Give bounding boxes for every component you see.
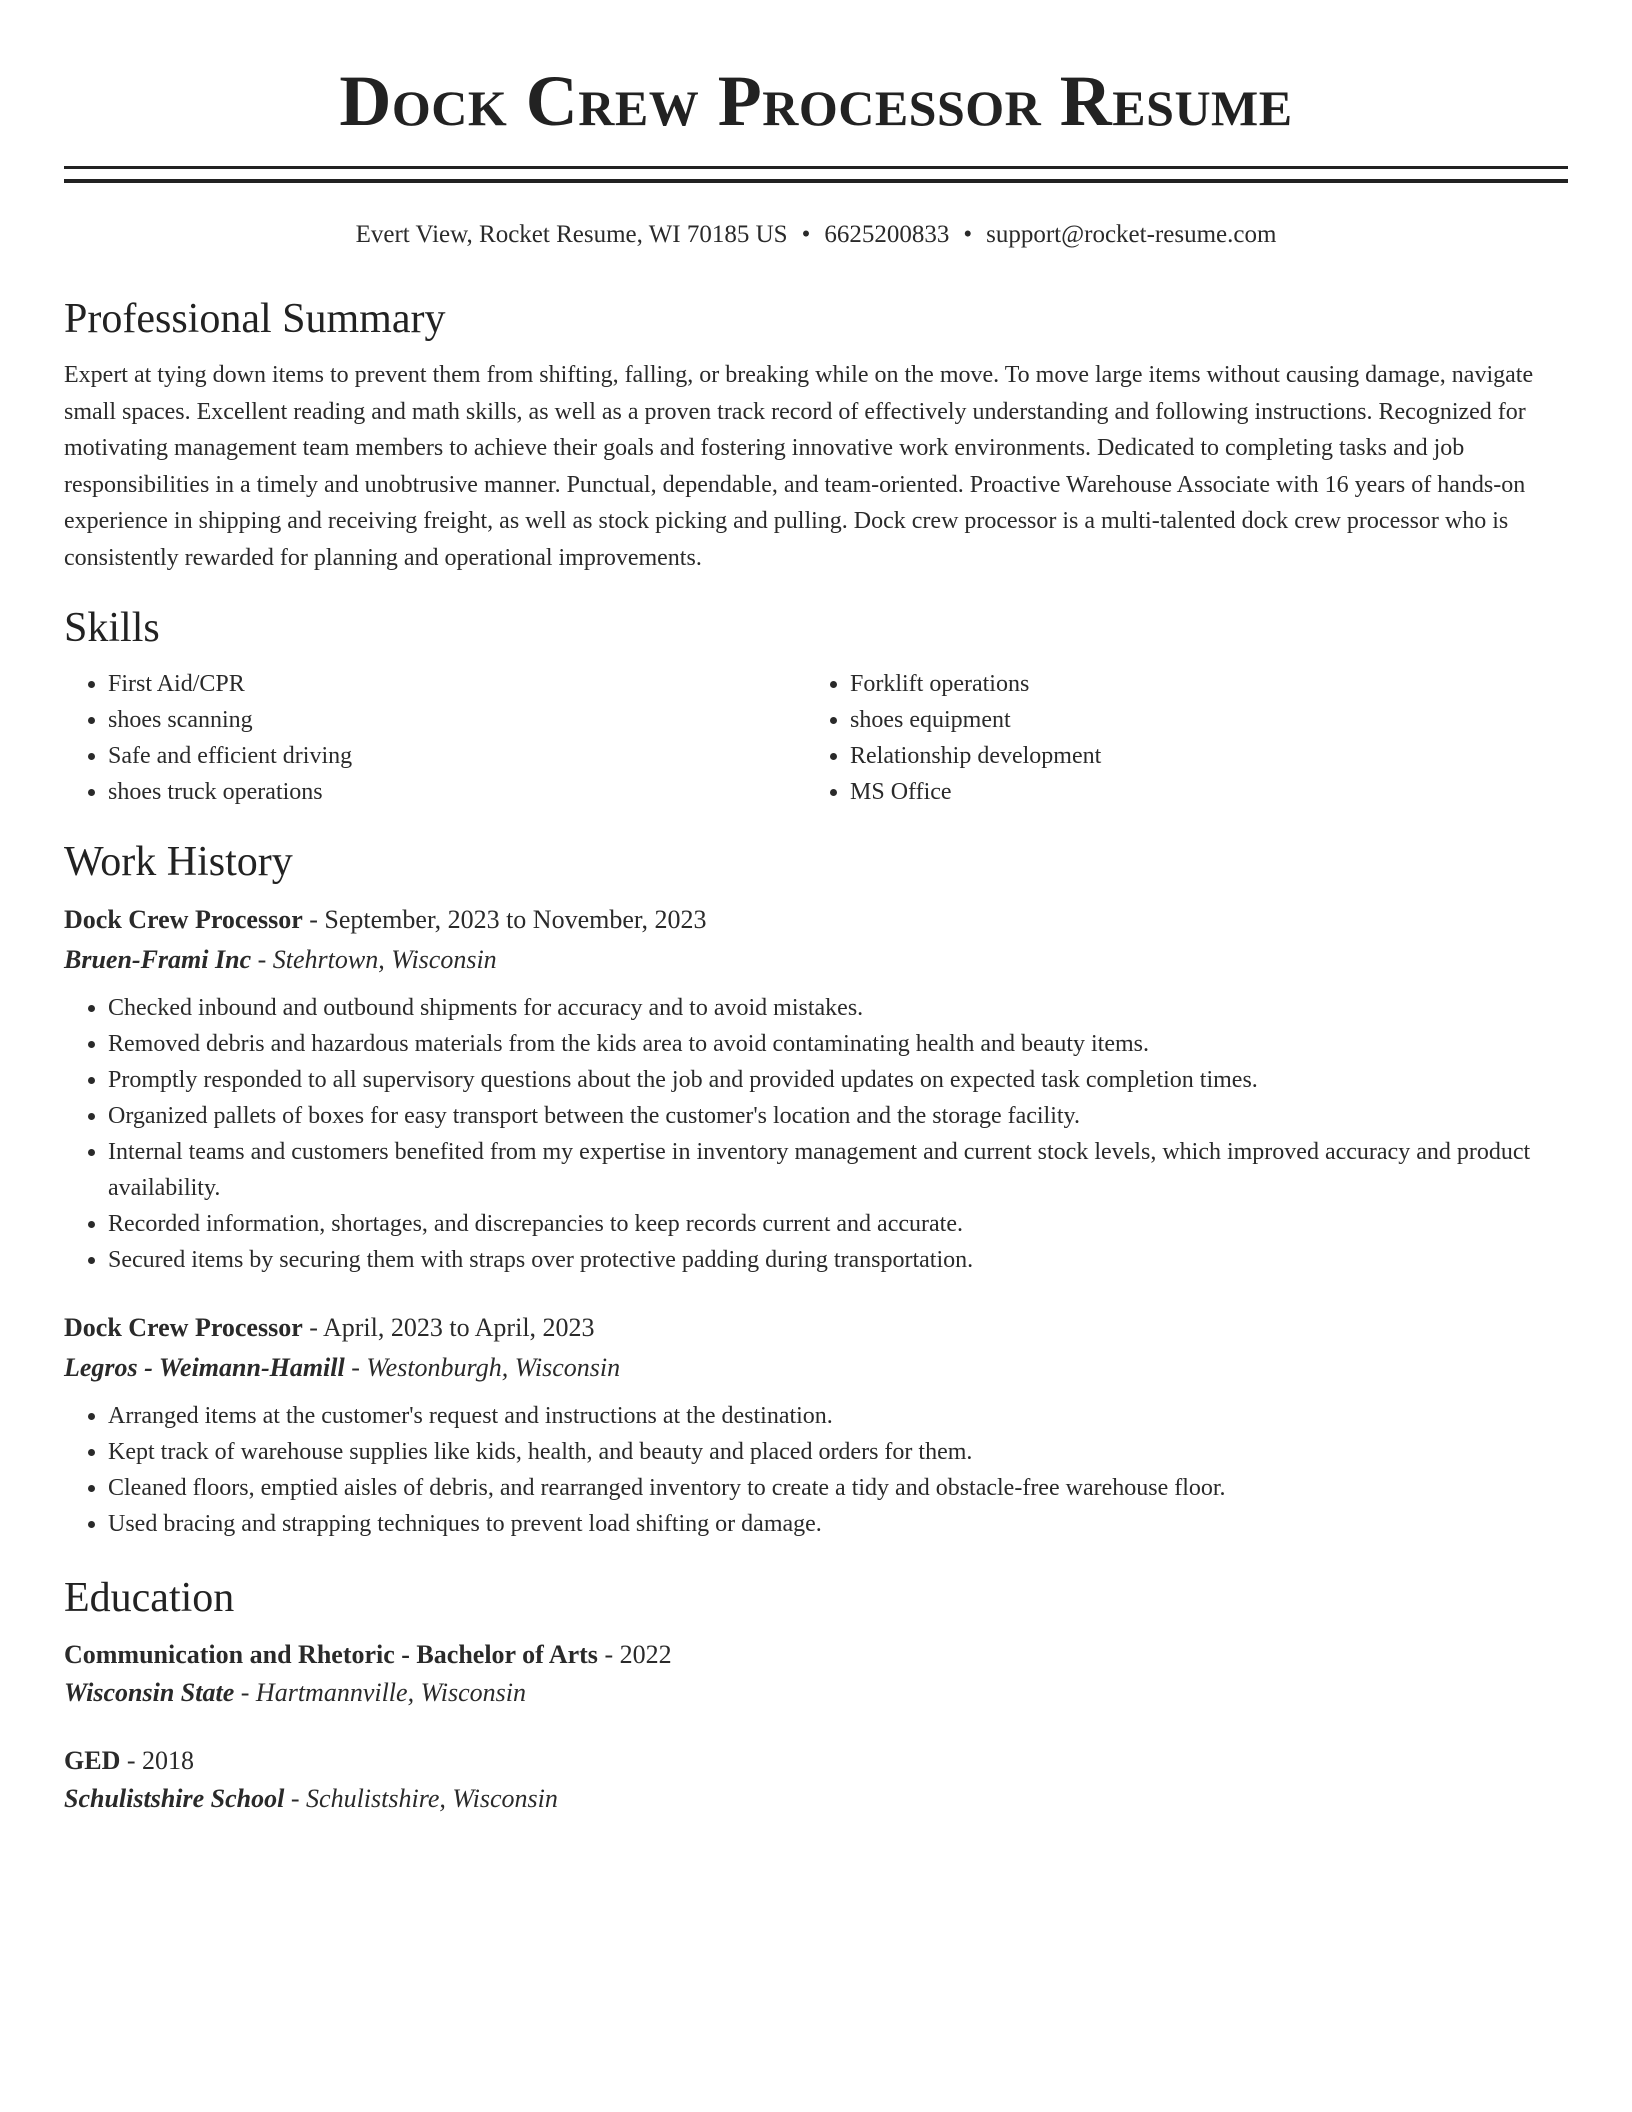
- job-location: Westonburgh, Wisconsin: [366, 1353, 621, 1382]
- job-duty-item: • Removed debris and hazardous materials from the kids area to avoid contaminating health and beauty items.: [108, 1026, 1568, 1062]
- job-duty-item: • Organized pallets of boxes for easy transport between the customer's location and the storage facility.: [108, 1098, 1568, 1134]
- skill-item: • shoes scanning: [108, 702, 806, 738]
- summary-text: Expert at tying down items to prevent them from shifting, falling, or breaking while on the move. To move large items without causing damage, navigate small spaces. Excellent reading and math skills, as well as a proven track record of effectively understanding and following instructions. Recognized for motivating management team members to achieve their goals and fostering innovative work environments. Dedicated to completing tasks and job responsibilities in a timely and unobtrusive manner. Punctual, dependable, and team-oriented. Proactive Warehouse Associate with 16 years of hands-on experience in shipping and receiving freight, as well as stock picking and pulling. Dock crew processor is a multi-talented dock crew processor who is consistently rewarded for planning and operational improvements.: [64, 362, 1534, 571]
- education-location: Hartmannville, Wisconsin: [255, 1678, 527, 1707]
- education-school-line: Schulistshire School - Schulistshire, Wisconsin: [64, 1784, 558, 1813]
- education-school: Wisconsin State: [64, 1678, 235, 1707]
- job-location: Stehrtown, Wisconsin: [272, 945, 497, 974]
- job-duty-item: • Kept track of warehouse supplies like kids, health, and beauty and placed orders for them.: [108, 1434, 1568, 1470]
- summary-heading: Professional Summary: [64, 296, 446, 342]
- contact-separator: •: [963, 221, 973, 248]
- education-year: 2018: [142, 1746, 195, 1775]
- job-company: Legros - Weimann-Hamill: [64, 1353, 345, 1382]
- job-title: Dock Crew Processor: [64, 905, 303, 934]
- skill-item: • MS Office: [850, 774, 1548, 810]
- job-header: Dock Crew Processor - September, 2023 to November, 2023: [64, 905, 707, 934]
- job-entry: [64, 900, 1568, 1278]
- education-school-line: Wisconsin State - Hartmannville, Wisconsin: [64, 1678, 527, 1707]
- skills-column-right: [806, 666, 1548, 810]
- skill-item: • Forklift operations: [850, 666, 1548, 702]
- education-degree: GED: [64, 1746, 121, 1775]
- education-header: GED - 2018: [64, 1746, 195, 1775]
- job-dates: September, 2023 to November, 2023: [324, 905, 707, 934]
- work-history-heading: Work History: [64, 839, 293, 885]
- job-duty-item: • Checked inbound and outbound shipments for accuracy and to avoid mistakes.: [108, 990, 1568, 1026]
- contact-email: support@rocket-resume.com: [986, 221, 1277, 248]
- job-employer: Legros - Weimann-Hamill - Westonburgh, Wisconsin: [64, 1353, 621, 1382]
- skills-heading: Skills: [64, 605, 160, 651]
- skill-item: • Relationship development: [850, 738, 1548, 774]
- skills-column-left: [64, 666, 806, 810]
- job-company: Bruen-Frami Inc: [64, 945, 252, 974]
- skill-item: • shoes truck operations: [108, 774, 806, 810]
- job-duty-item: • Promptly responded to all supervisory questions about the job and provided updates on expected task completion times.: [108, 1062, 1568, 1098]
- job-entry: [64, 1308, 1568, 1542]
- education-heading: Education: [64, 1575, 235, 1621]
- education-entry: [64, 1742, 1568, 1818]
- job-dates: April, 2023 to April, 2023: [322, 1313, 595, 1342]
- job-duties: [64, 1398, 1568, 1542]
- job-duty-item: • Internal teams and customers benefited from my expertise in inventory management and current stock levels, which improved accuracy and product availability.: [108, 1134, 1568, 1206]
- job-title: Dock Crew Processor: [64, 1313, 303, 1342]
- job-duty-item: • Secured items by securing them with straps over protective padding during transportation.: [108, 1242, 1568, 1278]
- education-location: Schulistshire, Wisconsin: [306, 1784, 558, 1813]
- contact-address: Evert View, Rocket Resume, WI 70185 US: [355, 221, 788, 248]
- job-duty-item: • Cleaned floors, emptied aisles of debris, and rearranged inventory to create a tidy and obstacle-free warehouse floor.: [108, 1470, 1568, 1506]
- skill-item: • Safe and efficient driving: [108, 738, 806, 774]
- education-entry: [64, 1636, 1568, 1712]
- contact-separator: •: [801, 221, 811, 248]
- education-school: Schulistshire School: [64, 1784, 285, 1813]
- job-duty-item: • Arranged items at the customer's request and instructions at the destination.: [108, 1398, 1568, 1434]
- job-duty-item: • Used bracing and strapping techniques to prevent load shifting or damage.: [108, 1506, 1568, 1542]
- job-duties: [64, 990, 1568, 1278]
- job-header: Dock Crew Processor - April, 2023 to April, 2023: [64, 1313, 595, 1342]
- skill-item: • shoes equipment: [850, 702, 1548, 738]
- contact-line: [64, 215, 1568, 255]
- contact-phone: 6625200833: [824, 221, 950, 248]
- education-year: 2022: [619, 1640, 672, 1669]
- education-header: Communication and Rhetoric - Bachelor of Arts - 2022: [64, 1640, 672, 1669]
- resume-title: Dock Crew Processor Resume: [339, 61, 1293, 141]
- skills-list: [64, 666, 1568, 810]
- education-degree: Communication and Rhetoric - Bachelor of Arts: [64, 1640, 598, 1669]
- job-duty-item: • Recorded information, shortages, and discrepancies to keep records current and accurate.: [108, 1206, 1568, 1242]
- skill-item: • First Aid/CPR: [108, 666, 806, 702]
- job-employer: Bruen-Frami Inc - Stehrtown, Wisconsin: [64, 945, 497, 974]
- title-divider: [64, 166, 1568, 183]
